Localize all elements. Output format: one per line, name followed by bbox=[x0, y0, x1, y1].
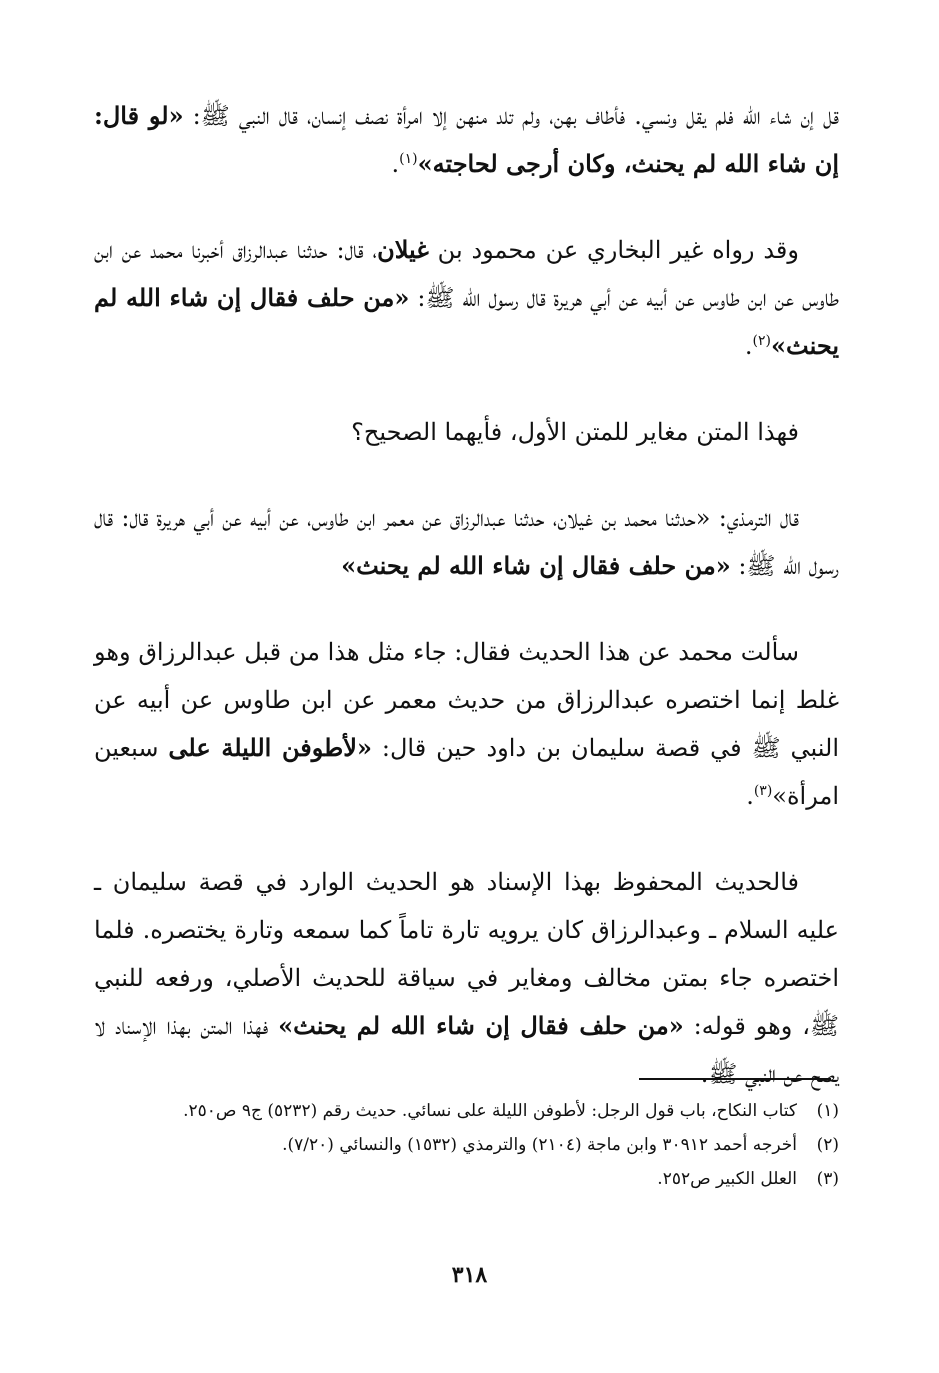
text-run: . bbox=[746, 782, 754, 810]
paragraph-3 bbox=[94, 408, 839, 456]
paragraph-1 bbox=[94, 92, 839, 188]
text-run: سألت محمد عن هذا الحديث فقال: جاء مثل هذا من قبل عبدالرزاق وهو غلط إنما اختصره عبدالرزاق من حديث معمر عن ابن طاوس عن أبيه عن النبي ﷺ في قصة سليمان بن داود حين قال: bbox=[94, 638, 839, 762]
narrator-name: غيلان bbox=[377, 235, 429, 264]
footnote-divider bbox=[639, 1078, 831, 1080]
paragraph-2 bbox=[94, 226, 839, 370]
footnote-number: (٢) bbox=[816, 1135, 839, 1155]
footnote-ref: (٣) bbox=[753, 783, 773, 799]
text-run: قل إن شاء الله فلم يقل ونسي. فأطاف بهن، ولم تلد منهن إلا امرأة نصف إنسان، قال النبي ﷺ: bbox=[183, 102, 840, 130]
footnote-number: (١) bbox=[816, 1101, 839, 1121]
hadith-quote: «لو قال: إن شاء الله لم يحنث، وكان أرجى لحاجته» bbox=[94, 101, 839, 178]
text-run: فهذا المتن بهذا الإسناد لا يصح عن النبي ﷺ. bbox=[94, 1012, 839, 1088]
footnote-text: كتاب النكاح، باب قول الرجل: لأطوفن الليلة على نسائي. حديث رقم (٥٢٣٢) ج٩ ص٢٥٠. bbox=[183, 1101, 797, 1121]
footnote-text: العلل الكبير ص٢٥٢. bbox=[657, 1169, 797, 1189]
main-text bbox=[94, 92, 839, 1098]
footnote-1 bbox=[94, 1096, 839, 1126]
question-text: فهذا المتن مغاير للمتن الأول، فأيهما الصحيح؟ bbox=[351, 418, 799, 446]
text-run: فالحديث المحفوظ بهذا الإسناد هو الحديث الوارد في قصة سليمان ـ عليه السلام ـ وعبدالرزاق كان يرويه تارة تاماً كما سمعه وتارة يختصره. فلما اختصره جاء بمتن مخالف ومغاير في سياقة للحديث الأصلي، ورفعه للنبي ﷺ، وهو قوله: bbox=[94, 868, 840, 1040]
paragraph-4 bbox=[94, 494, 839, 590]
paragraph-5 bbox=[94, 628, 839, 820]
footnote-text: أخرجه أحمد ٣٠٩١٢ وابن ماجة (٢١٠٤) والترمذي (١٥٣٢) والنسائي (٧/٢٠). bbox=[282, 1135, 797, 1155]
footnote-number: (٣) bbox=[816, 1169, 839, 1189]
hadith-quote: «لأطوفن الليلة على bbox=[168, 733, 372, 762]
text-run: ، قال: حدثنا عبدالرزاق أخبرنا محمد عن ابن طاوس عن ابن طاوس عن أبيه عن أبي هريرة قال رسول الله ﷺ: bbox=[94, 236, 840, 312]
text-run: وقد رواه غير البخاري عن محمود بن bbox=[428, 236, 799, 264]
hadith-quote: «من حلف فقال إن شاء الله لم يحنث» bbox=[341, 551, 731, 580]
text-run: قال الترمذي: «حدثنا محمد بن غيلان، حدثنا عبدالرزاق عن معمر ابن طاوس، عن أبيه عن أبي هريرة قال: قال رسول الله ﷺ: bbox=[94, 504, 839, 580]
text-run: سبعين امرأة» bbox=[94, 734, 839, 810]
footnote-ref: (٢) bbox=[752, 333, 772, 349]
footnote-2 bbox=[94, 1130, 839, 1160]
text-run: . bbox=[391, 150, 400, 178]
footnotes bbox=[94, 1096, 839, 1198]
hadith-quote: «من حلف فقال إن شاء الله لم يحنث» bbox=[94, 283, 839, 360]
paragraph-6 bbox=[94, 858, 839, 1098]
footnote-ref: (١) bbox=[399, 151, 418, 167]
footnote-3 bbox=[94, 1164, 839, 1194]
hadith-quote: «من حلف فقال إن شاء الله لم يحنث» bbox=[278, 1011, 684, 1040]
page-number: ٣١٨ bbox=[451, 1262, 488, 1288]
text-run: . bbox=[744, 332, 753, 360]
